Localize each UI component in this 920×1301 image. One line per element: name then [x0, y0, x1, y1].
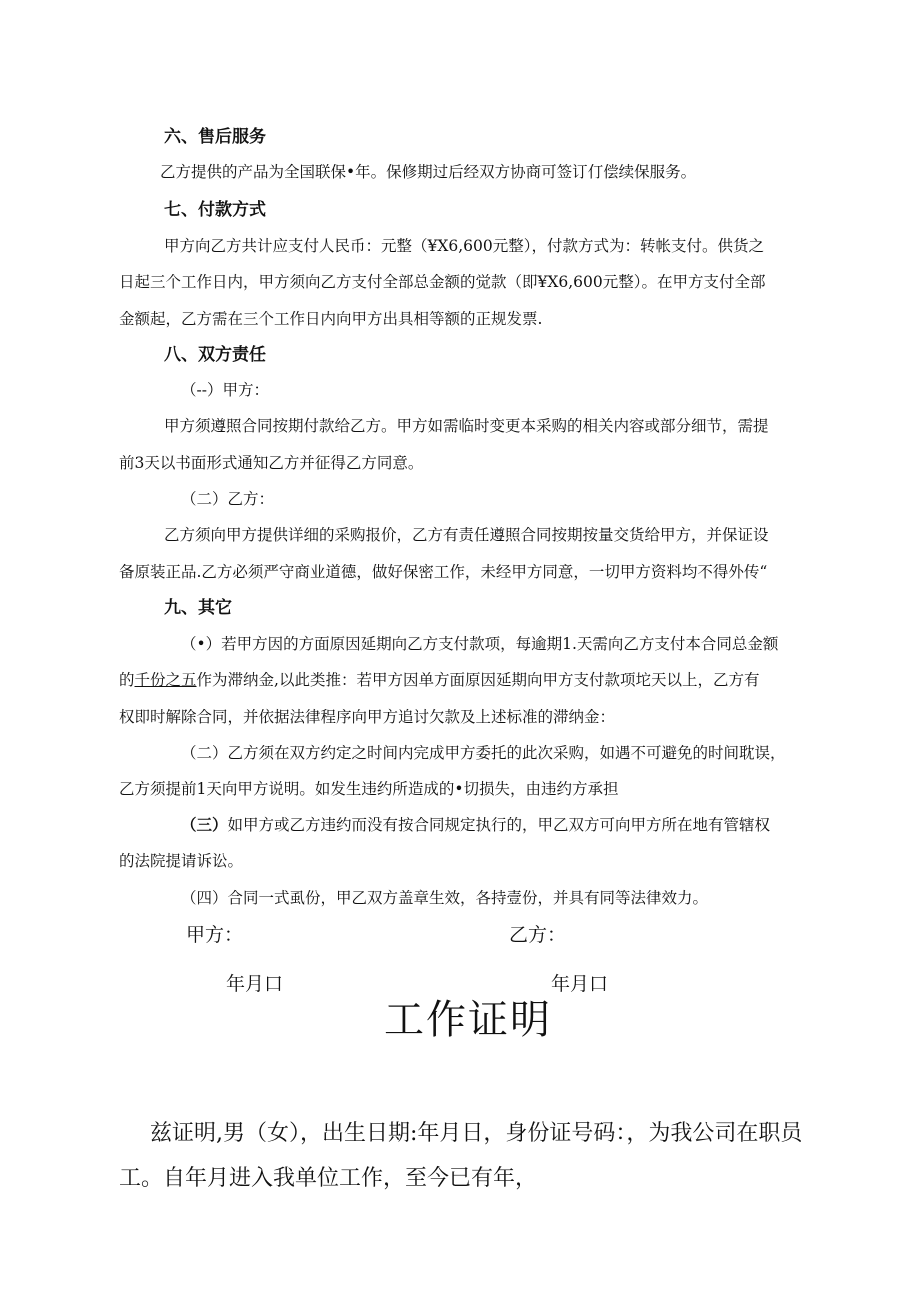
section-7-line-3: 金额起，乙方需在三个工作日内向甲方出具相等额的正规发票. [119, 310, 543, 328]
section-9-item-1-line-1: （•）若甲方因的方面原因延期向乙方支付款项，每逾期1.天需向乙方支付本合同总金额 [181, 635, 779, 653]
section-9-item-1-line-3: 权即时解除合同，并依据法律程序向甲方追讨欠款及上述标准的滞纳金： [119, 708, 616, 726]
section-9-item-2-line-2: 乙方须提前1天向甲方说明。如发生违约所造成的•切损失，由违约方承担 [119, 780, 619, 798]
section-9-item-3-line-1: （三）如甲方或乙方违约而没有按合同规定执行的，甲乙双方可向甲方所在地有管辖权 [181, 815, 771, 834]
section-7-line-1: 甲方向乙方共计应支付人民币：元整（¥X6,600元整），付款方式为：转帐支付。供货之 [164, 237, 765, 255]
party-b-date: 年月口 [551, 973, 609, 995]
certificate-title: 工作证明 [384, 997, 552, 1043]
section-9-item-3-line-2: 的法院提请诉讼。 [119, 852, 244, 870]
section-6-heading: 六、售后服务 [164, 127, 266, 147]
section-8-heading: 八、双方责任 [164, 345, 266, 365]
section-9-item-1-line-2: 的千份之五作为滞纳金,以此类推：若甲方因单方面原因延期向甲方支付款项坨天以上，乙方有 [119, 671, 760, 689]
section-9-heading: 九、其它 [164, 598, 232, 618]
underlined-rate: 千份之五 [134, 671, 197, 689]
section-6-text: 乙方提供的产品为全国联保•年。保修期过后经双方协商可签订仃偿续保服务。 [160, 163, 697, 181]
section-7-heading: 七、付款方式 [164, 200, 266, 220]
section-8-party-b-line-2: 备原装正品.乙方必须严守商业道德，做好保密工作，未经甲方同意，一切甲方资料均不得外传“ [119, 563, 768, 581]
section-8-party-a-label: （--）甲方： [181, 381, 269, 399]
section-8-party-a-line-2: 前3天以书面形式通知乙方并征得乙方同意。 [119, 454, 424, 472]
certificate-line-2: 工。自年月进入我单位工作，至今已有年， [119, 1166, 538, 1191]
section-9-item-4: （四）合同一式虱份，甲乙双方盖章生效，各持壹份，并具有同等法律效力。 [181, 889, 709, 907]
certificate-line-1: 兹证明,男（女），出生日期:年月日，身份证号码：，为我公司在职员 [150, 1121, 803, 1146]
party-b-signature-label: 乙方： [509, 924, 567, 946]
section-9-item-2-line-1: （二）乙方须在双方约定之时间内完成甲方委托的此次采购，如遇不可避免的时间耽误， [181, 744, 786, 762]
section-7-line-2: 日起三个工作日内，甲方须向乙方支付全部总金额的觉款（即¥X6,600元整）。在甲方支付全部 [119, 273, 766, 291]
section-8-party-a-line-1: 甲方须遵照合同按期付款给乙方。甲方如需临时变更本采购的相关内容或部分细节，需提 [164, 417, 769, 435]
party-a-signature-label: 甲方： [186, 924, 244, 946]
section-8-party-b-label: （二）乙方： [181, 490, 275, 508]
section-8-party-b-line-1: 乙方须向甲方提供详细的采购报价，乙方有责任遵照合同按期按量交货给甲方，并保证设 [164, 526, 769, 544]
party-a-date: 年月口 [226, 973, 284, 995]
